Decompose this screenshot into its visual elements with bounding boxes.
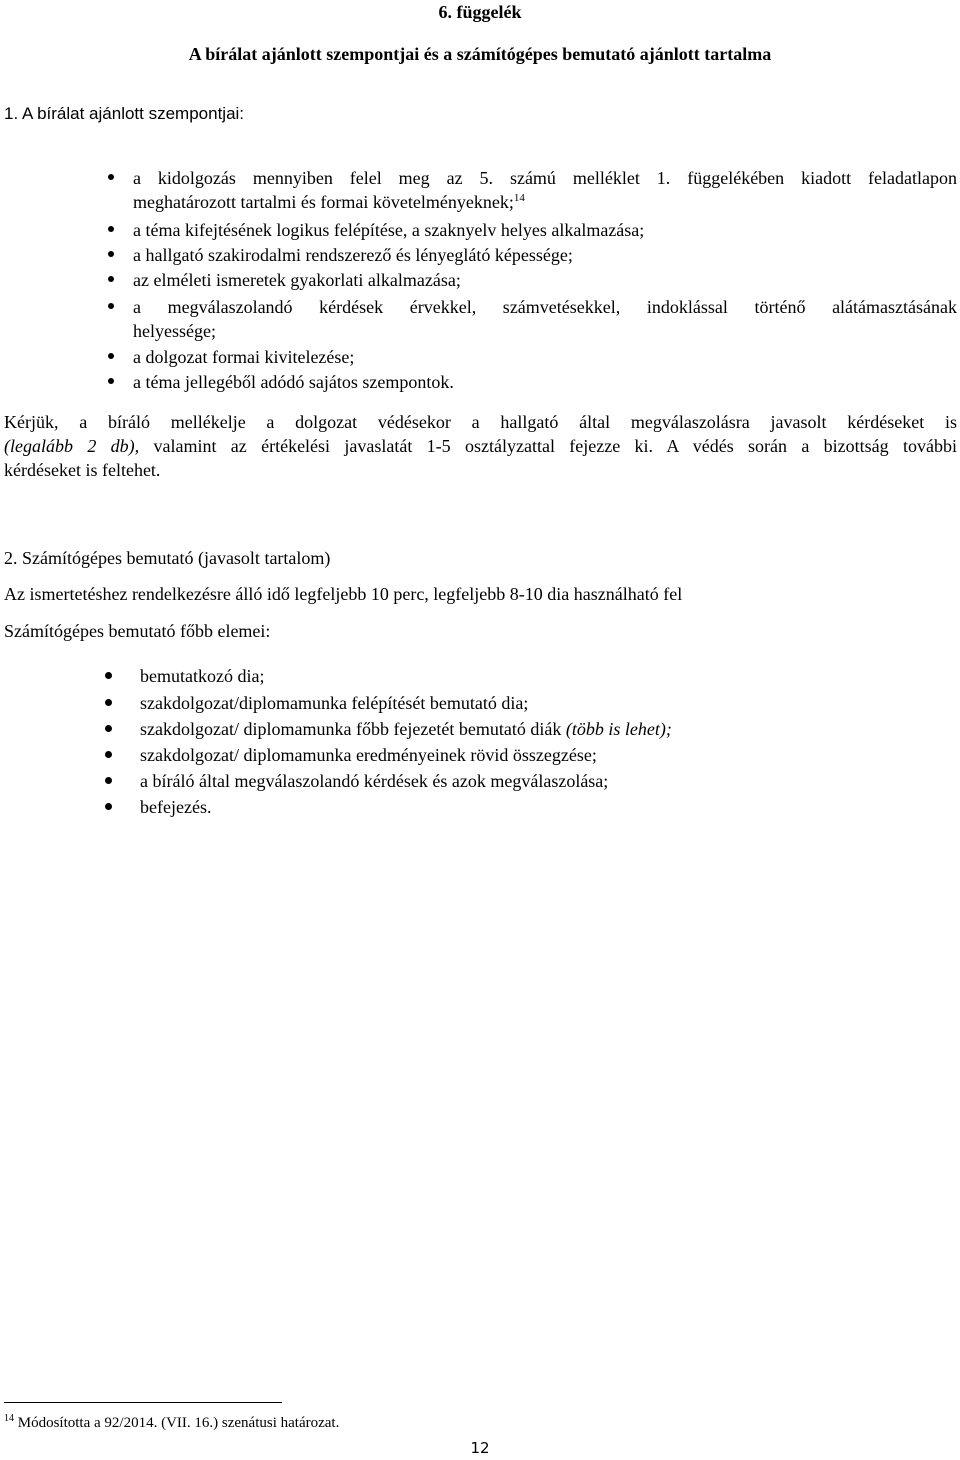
bullet-icon — [105, 672, 112, 679]
list-item-text: a téma jellegéből adódó sajátos szempontok. — [133, 372, 454, 392]
list-item-text: a bíráló által megválaszolandó kérdések és azok megválaszolása; — [140, 771, 609, 791]
bullet-icon — [105, 699, 112, 706]
list-item-text: a dolgozat formai kivitelezése; — [133, 347, 355, 367]
list-item-text-italic: (több is lehet); — [565, 719, 672, 739]
section-1-title: 1. A bírálat ajánlott szempontjai: — [4, 104, 245, 123]
footnote-text: Módosította a 92/2014. (VII. 16.) szenátusi határozat. — [14, 1415, 340, 1431]
list-item-text: szakdolgozat/ diplomamunka eredményeinek rövid összegzése; — [140, 745, 597, 765]
bullet-icon — [108, 251, 114, 257]
paragraph-italic: (legalább 2 db), — [4, 436, 140, 456]
list-item-text: bemutatkozó dia; — [140, 666, 265, 686]
bullet-icon — [108, 303, 114, 309]
paragraph-line: kérdéseket is feltehet. — [4, 460, 161, 480]
bullet-icon — [105, 725, 112, 732]
footnote — [4, 1413, 339, 1433]
paragraph-line — [4, 434, 957, 458]
list-item-text: az elméleti ismeretek gyakorlati alkalmazása; — [133, 270, 461, 290]
bullet-icon — [108, 378, 114, 384]
bullet-icon — [105, 751, 112, 758]
list-item-text: a kidolgozás mennyiben felel meg az 5. számú melléklet 1. függelékében kiadott feladatlapon — [133, 168, 957, 188]
bullet-icon — [108, 353, 114, 359]
bullet-icon — [108, 226, 114, 232]
appendix-subtitle: A bírálat ajánlott szempontjai és a számítógépes bemutató ajánlott tartalma — [188, 44, 772, 64]
list-item-text-line2: meghatározott tartalmi és formai követelményeknek; — [133, 192, 514, 212]
list-item-text: szakdolgozat/diplomamunka felépítését bemutató dia; — [140, 693, 529, 713]
list-item-text: befejezés. — [140, 797, 212, 817]
paragraph-text: valamint az értékelési javaslatát 1-5 osztályzattal fejezze ki. A védés során a bizottság további — [139, 436, 957, 456]
section-2-title: 2. Számítógépes bemutató (javasolt tartalom) — [4, 548, 331, 568]
page-number: 12 — [470, 1439, 490, 1457]
bullet-icon — [105, 803, 112, 810]
bullet-icon — [108, 174, 114, 180]
list-item-text: a hallgató szakirodalmi rendszerező és lényeglátó képessége; — [133, 245, 573, 265]
list-item-text-cont: helyessége; — [133, 321, 216, 341]
bullet-icon — [108, 276, 114, 282]
list-item-text: a megválaszolandó kérdések érvekkel, számvetésekkel, indoklással történő alátámasztásának — [133, 297, 957, 317]
presentation-elements-label: Számítógépes bemutató főbb elemei: — [4, 621, 271, 641]
list-item-text-main: szakdolgozat/ diplomamunka főbb fejezetét bemutató diák — [140, 719, 566, 739]
footnote-ref: 14 — [513, 192, 525, 204]
list-item-text: a téma kifejtésének logikus felépítése, a szaknyelv helyes alkalmazása; — [133, 220, 645, 240]
bullet-icon — [105, 777, 112, 784]
footnote-number: 14 — [4, 1413, 14, 1424]
paragraph-line: Kérjük, a bíráló mellékelje a dolgozat védésekor a hallgató által megválaszolásra javasolt kérdéseket is — [4, 412, 957, 432]
appendix-title: 6. függelék — [438, 2, 522, 22]
footnote-divider — [4, 1402, 282, 1403]
list-item-text — [140, 717, 672, 741]
presentation-intro: Az ismertetéshez rendelkezésre álló idő legfeljebb 10 perc, legfeljebb 8-10 dia használható fel — [4, 584, 683, 604]
list-item-text-cont — [133, 190, 525, 214]
